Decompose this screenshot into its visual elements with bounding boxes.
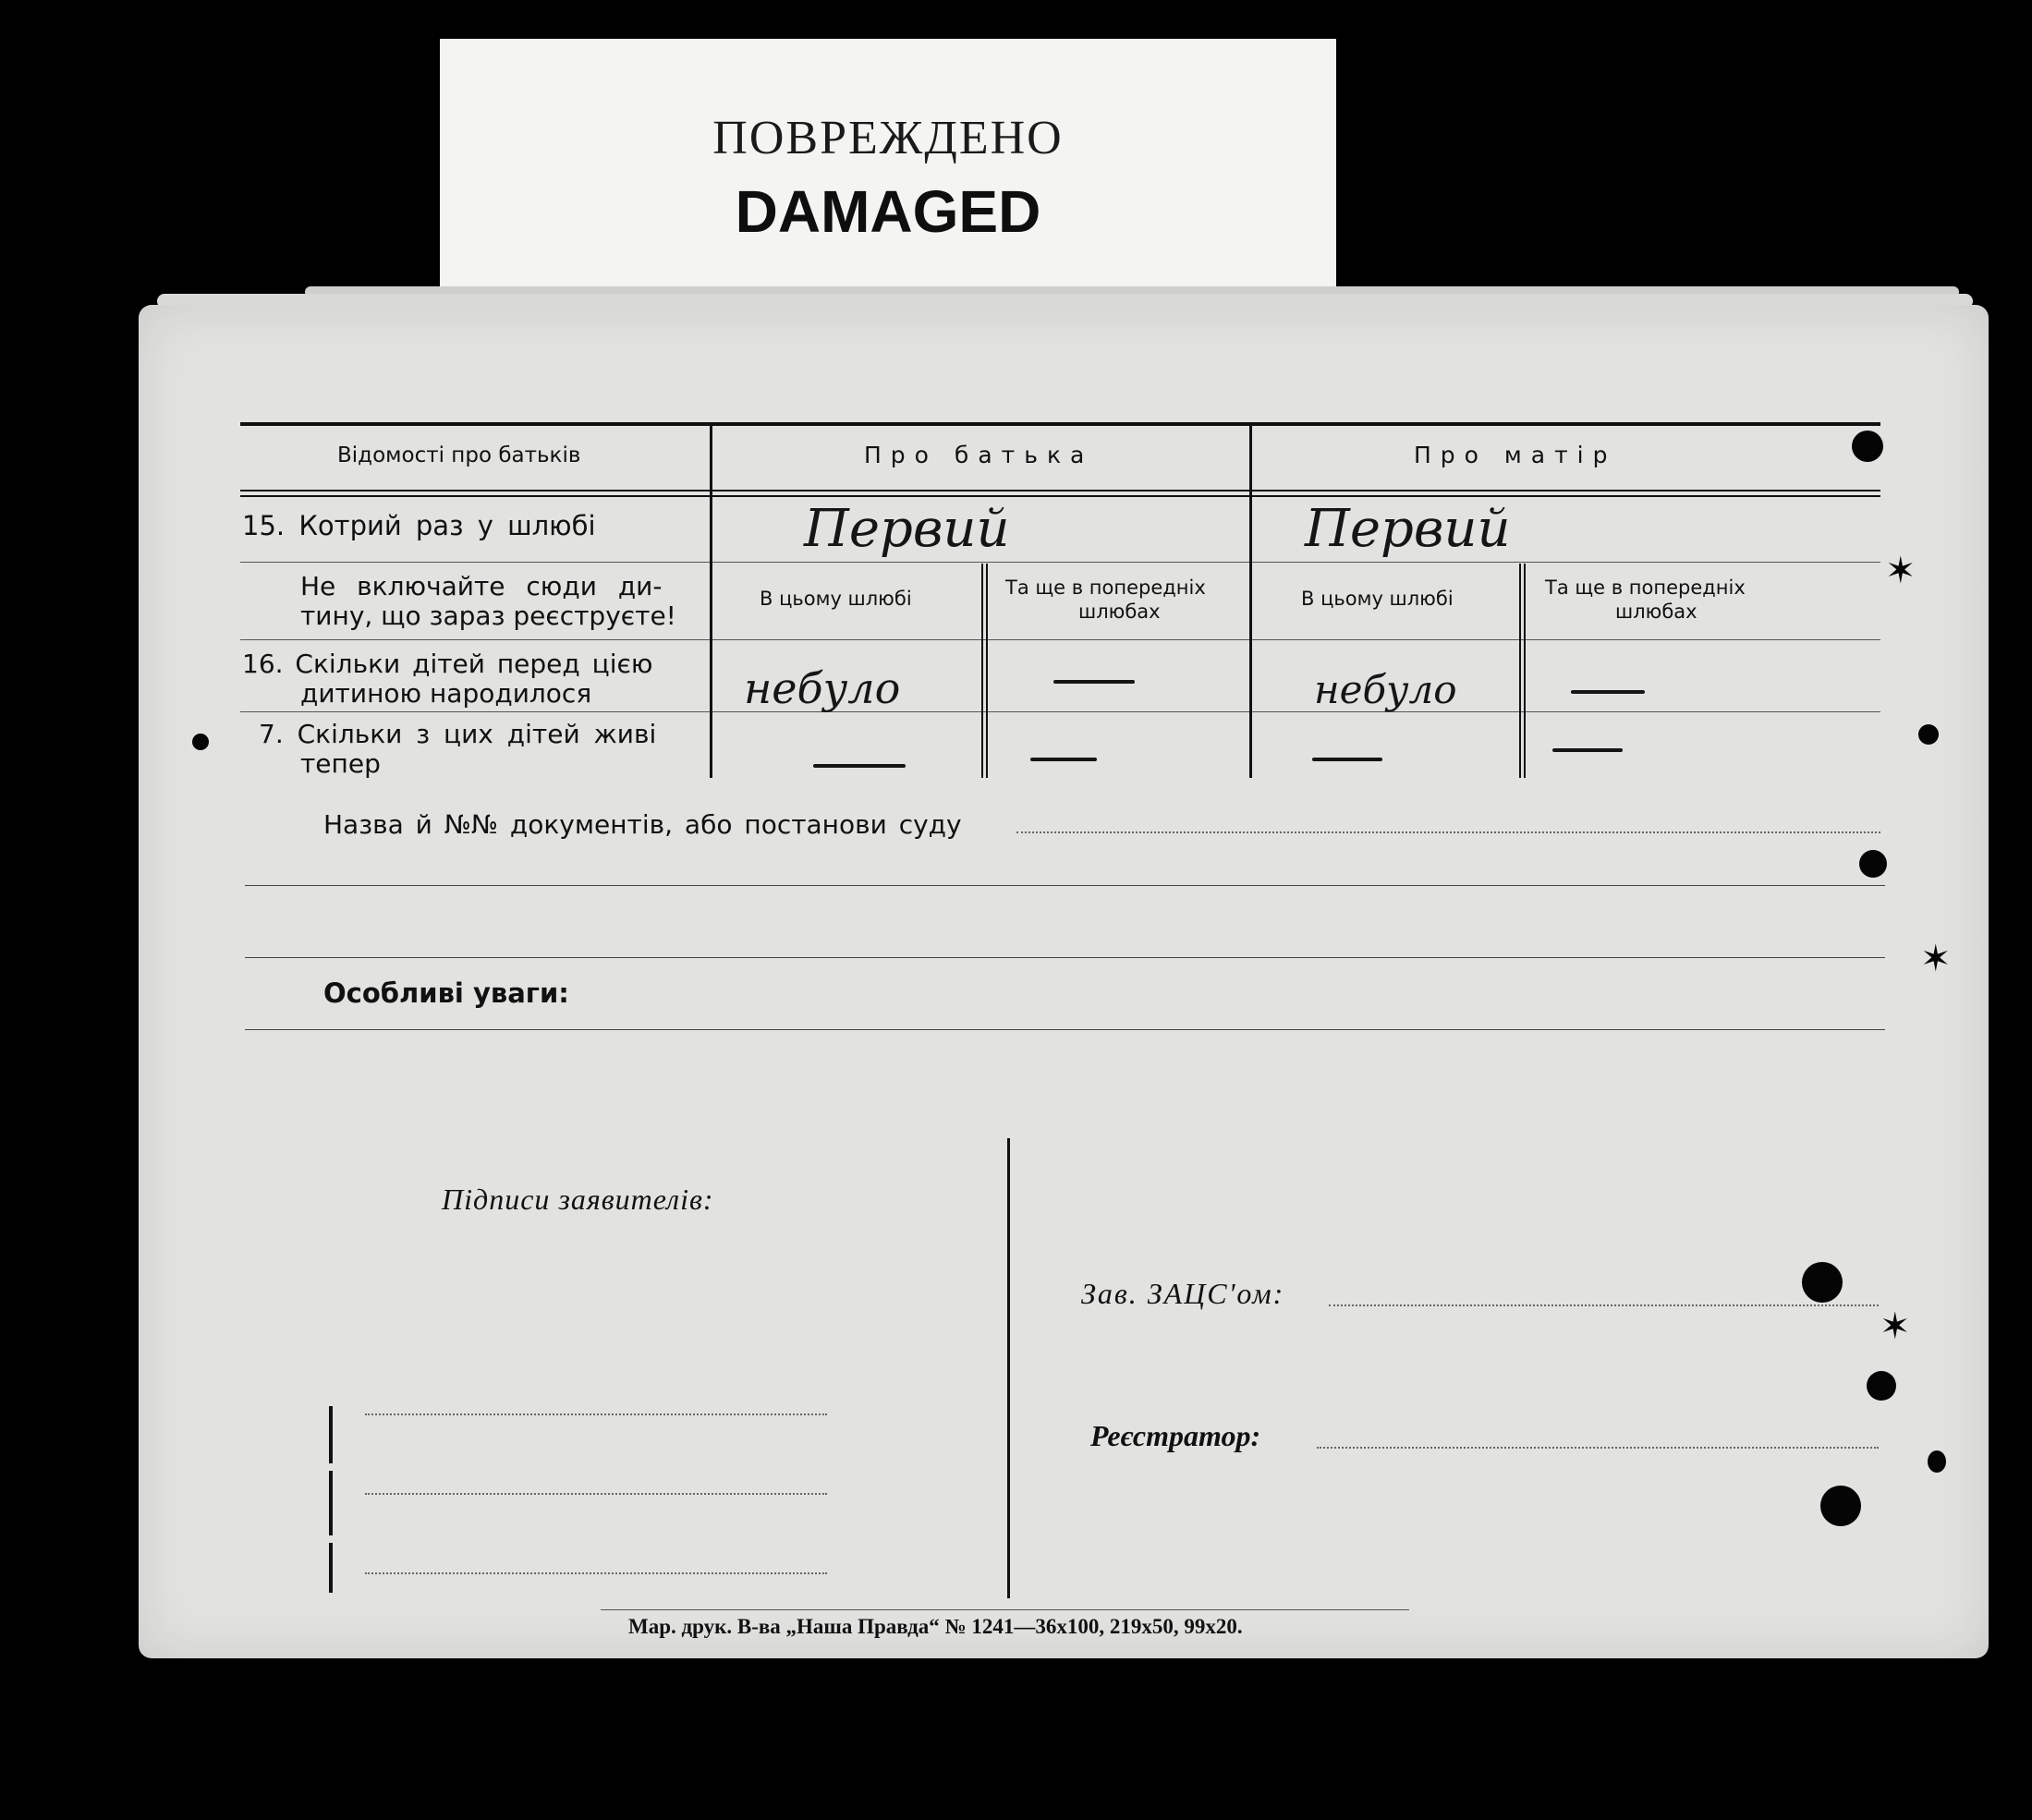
subheader-mother-this-marriage: В цьому шлюбі	[1301, 588, 1454, 610]
registrar-signature-line	[1317, 1447, 1879, 1449]
header-father: Про батька	[864, 442, 1094, 468]
documents-rule-2	[245, 957, 1885, 958]
damaged-label-ru: ПОВРЕЖДЕНО	[712, 112, 1064, 164]
row17-mother-prev-dash	[1552, 748, 1623, 752]
puncture-mark-1: ✶	[1885, 550, 1916, 592]
subheader-father-prev-line2: шлюбах	[1078, 601, 1161, 623]
binding-hole-6	[1928, 1450, 1946, 1473]
row17-label-line1: 7. Скільки з цих дітей живі	[259, 719, 657, 749]
row17-mother-this-dash	[1312, 758, 1382, 761]
row16-mother-prev-dash	[1571, 690, 1645, 694]
subheader-mother-prev-line1: Та ще в попередніх	[1545, 576, 1746, 599]
row15-mother-value: Первий	[1305, 499, 1511, 559]
applicant-signature-line-3	[365, 1572, 827, 1574]
row17-father-this-dash	[813, 764, 906, 768]
table-subheader-rule	[240, 639, 1880, 640]
row16-label-line1: 16. Скільки дітей перед цією	[242, 649, 653, 679]
subheader-father-prev-line1: Та ще в попередніх	[1005, 576, 1206, 599]
applicants-signatures-label: Підписи заявителів:	[442, 1183, 714, 1216]
applicants-brace-top	[329, 1406, 333, 1463]
damaged-label-en: DAMAGED	[735, 178, 1041, 245]
note-line-2: тину, що зараз реєструєте!	[300, 601, 676, 631]
binding-hole-2	[1918, 724, 1939, 745]
head-zags-label: Зав. ЗАЦС'ом:	[1081, 1277, 1285, 1310]
applicants-brace-middle	[329, 1471, 333, 1535]
document-page	[139, 305, 1989, 1658]
subheader-mother-prev-line2: шлюбах	[1615, 601, 1697, 623]
table-subcol-divider-mother-2	[1524, 564, 1526, 778]
printer-imprint: Мар. друк. В-ва „Наша Правда“ № 1241—36х100, 219х50, 99х20.	[628, 1615, 1243, 1638]
table-subcol-divider-father-2	[986, 564, 988, 778]
applicant-signature-line-1	[365, 1414, 827, 1415]
documents-dotted-line	[1016, 831, 1880, 833]
table-row16-rule	[240, 711, 1880, 712]
head-zags-signature-line	[1329, 1304, 1879, 1306]
table-subcol-divider-mother	[1519, 564, 1521, 778]
row15-father-value: Первий	[804, 499, 1010, 559]
table-top-border	[240, 422, 1880, 426]
binding-hole-5	[1867, 1371, 1896, 1401]
imprint-rule	[601, 1609, 1409, 1610]
note-line-1: Не включайте сюди ди-	[300, 571, 663, 601]
damaged-label-card	[440, 39, 1336, 294]
binding-hole-1	[1852, 431, 1883, 462]
registrar-label: Реєстратор:	[1090, 1419, 1261, 1452]
table-row15-rule	[240, 562, 1880, 563]
table-header-rule	[240, 490, 1880, 491]
row16-father-prev-dash	[1053, 680, 1135, 684]
row16-label-line2: дитиною народилося	[300, 678, 592, 709]
row16-father-this-value: небуло	[744, 663, 901, 713]
left-edge-puncture	[192, 734, 209, 750]
table-col-divider-1	[710, 425, 712, 778]
table-col-divider-2	[1249, 425, 1252, 778]
subheader-father-this-marriage: В цьому шлюбі	[760, 588, 912, 610]
binding-hole-4	[1802, 1262, 1843, 1303]
row15-label: 15. Котрий раз у шлюбі	[242, 510, 596, 541]
puncture-mark-2: ✶	[1920, 938, 1952, 980]
header-parents-info: Відомості про батьків	[337, 443, 581, 467]
puncture-mark-3: ✶	[1880, 1305, 1911, 1348]
documents-rule-1	[245, 885, 1885, 886]
binding-hole-3	[1859, 850, 1887, 878]
applicant-signature-line-2	[365, 1493, 827, 1495]
table-header-rule-2	[240, 495, 1880, 497]
binding-hole-7	[1820, 1486, 1861, 1526]
documents-label: Назва й №№ документів, або постанови суду	[323, 809, 962, 840]
remarks-rule	[245, 1029, 1885, 1030]
row17-father-prev-dash	[1030, 758, 1097, 761]
signature-divider	[1007, 1138, 1010, 1598]
remarks-label: Особливі уваги:	[323, 977, 569, 1009]
applicants-brace-bottom	[329, 1543, 333, 1593]
table-subcol-divider-father	[981, 564, 983, 778]
row17-label-line2: тепер	[300, 748, 381, 779]
row16-mother-this-value: небуло	[1314, 667, 1457, 712]
header-mother: Про матір	[1414, 442, 1617, 468]
